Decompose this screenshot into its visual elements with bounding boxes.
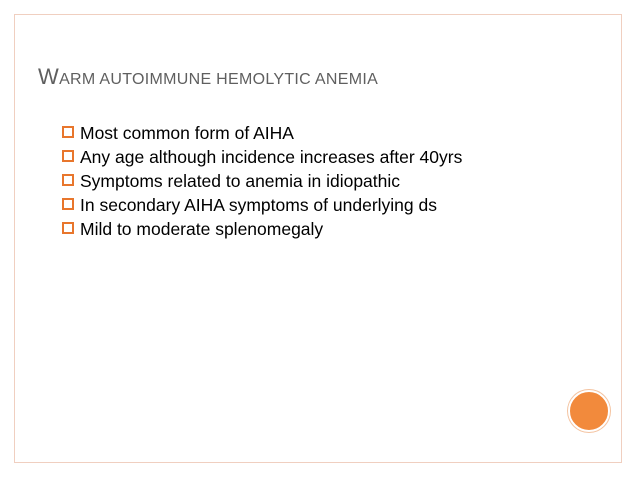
bullet-item <box>62 122 542 144</box>
bullet-text: Symptoms related to anemia in idiopathic <box>80 171 401 191</box>
bullet-item <box>62 218 542 240</box>
checkbox-bullet-icon <box>62 126 74 138</box>
bullet-item <box>62 170 542 192</box>
bullet-text: Any age although incidence increases after 40yrs <box>80 147 463 167</box>
bullet-text: In secondary AIHA symptoms of underlying ds <box>80 195 437 215</box>
slide-title <box>38 64 378 90</box>
checkbox-bullet-icon <box>62 150 74 162</box>
bullet-list <box>62 122 542 242</box>
bullet-text: Mild to moderate splenomegaly <box>80 219 324 239</box>
checkbox-bullet-icon <box>62 222 74 234</box>
title-rest: ARM AUTOIMMUNE HEMOLYTIC ANEMIA <box>59 71 379 88</box>
bullet-text: Most common form of AIHA <box>80 123 294 143</box>
checkbox-bullet-icon <box>62 198 74 210</box>
checkbox-bullet-icon <box>62 174 74 186</box>
title-initial: W <box>38 64 60 89</box>
bullet-item <box>62 146 542 168</box>
orange-circle-decoration <box>568 390 610 432</box>
bullet-item <box>62 194 542 216</box>
